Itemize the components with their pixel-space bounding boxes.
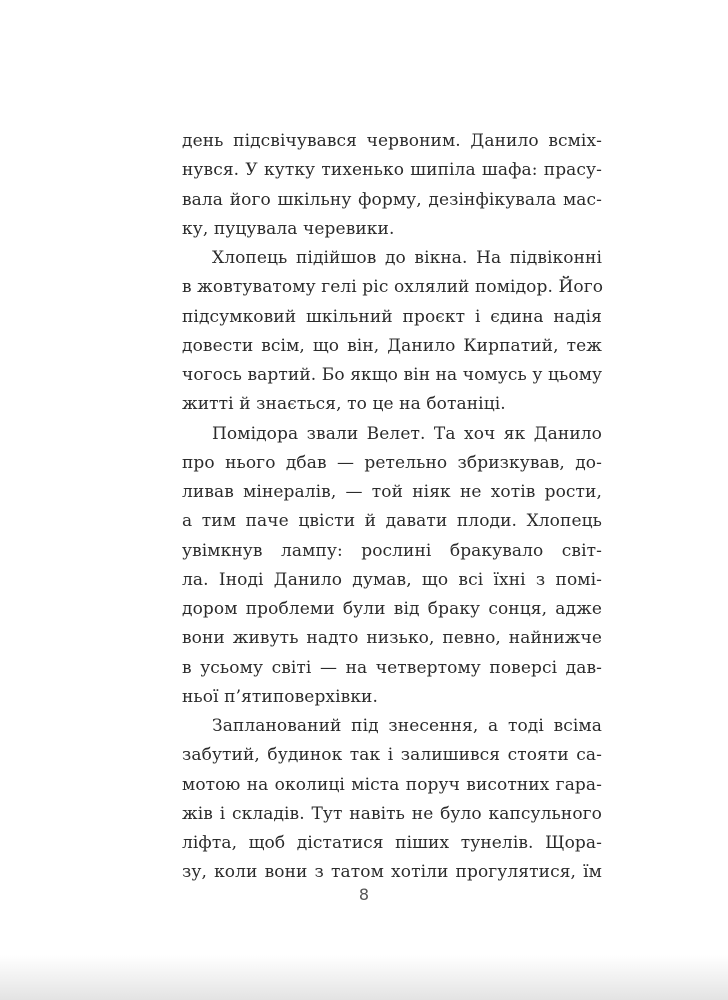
text-line: житті й знається, то це на ботаніці. <box>182 394 506 415</box>
text-line: підсумковий шкільний проєкт і єдина надія <box>182 306 602 327</box>
text-line: вони живуть надто низько, певно, найнижче <box>182 628 602 649</box>
text-line: Помідора звали Велет. Та хоч як Данило <box>212 423 602 444</box>
text-line: а тим паче цвісти й давати плоди. Хлопець <box>182 511 602 532</box>
paragraph-3 <box>182 420 602 713</box>
text-line: в жовтуватому гелі ріс охлялий помідор. Його <box>182 277 604 298</box>
page-number: 8 <box>358 885 370 904</box>
page-edge-shadow <box>0 955 728 1000</box>
text-line: нувся. У кутку тихенько шипіла шафа: прасу- <box>182 160 602 181</box>
text-line: вала його шкільну форму, дезінфікувала мас- <box>182 189 602 210</box>
text-line: чогось вартий. Бо якщо він на чомусь у цьому <box>182 365 603 385</box>
text-line: увімкнув лампу: рослині бракувало світ- <box>182 540 602 561</box>
text-line: ла. Іноді Данило думав, що всі їхні з помі- <box>182 569 602 590</box>
body-text <box>182 127 602 888</box>
text-line: ливав мінералів, — той ніяк не хотів рости, <box>182 482 602 502</box>
text-line: день підсвічувався червоним. Данило всміх- <box>182 131 602 151</box>
text-line: дором проблеми були від браку сонця, адже <box>182 599 602 619</box>
paragraph-2 <box>182 244 602 420</box>
text-line: довести всім, що він, Данило Кирпатий, теж <box>182 335 602 356</box>
text-line: мотою на околиці міста поруч висотних гара- <box>182 774 602 795</box>
paragraph-1 <box>182 127 602 244</box>
text-line: ліфта, щоб дістатися піших тунелів. Щора- <box>182 833 602 853</box>
text-line: про нього дбав — ретельно збризкував, до- <box>182 452 602 473</box>
text-line: в усьому світі — на четвертому поверсі дав- <box>182 657 602 678</box>
text-line: жів і складів. Тут навіть не було капсульного <box>182 803 602 824</box>
text-line: ку, пуцувала черевики. <box>182 218 395 239</box>
paragraph-4 <box>182 712 602 888</box>
text-line: Хлопець підійшов до вікна. На підвіконні <box>212 248 602 268</box>
text-line: забутий, будинок так і залишився стояти са- <box>182 745 602 766</box>
text-line: ньої п’ятиповерхівки. <box>182 686 378 707</box>
text-line: зу, коли вони з татом хотіли прогулятися, їм <box>182 862 602 883</box>
text-line: Запланований під знесення, а тоді всіма <box>212 716 602 736</box>
